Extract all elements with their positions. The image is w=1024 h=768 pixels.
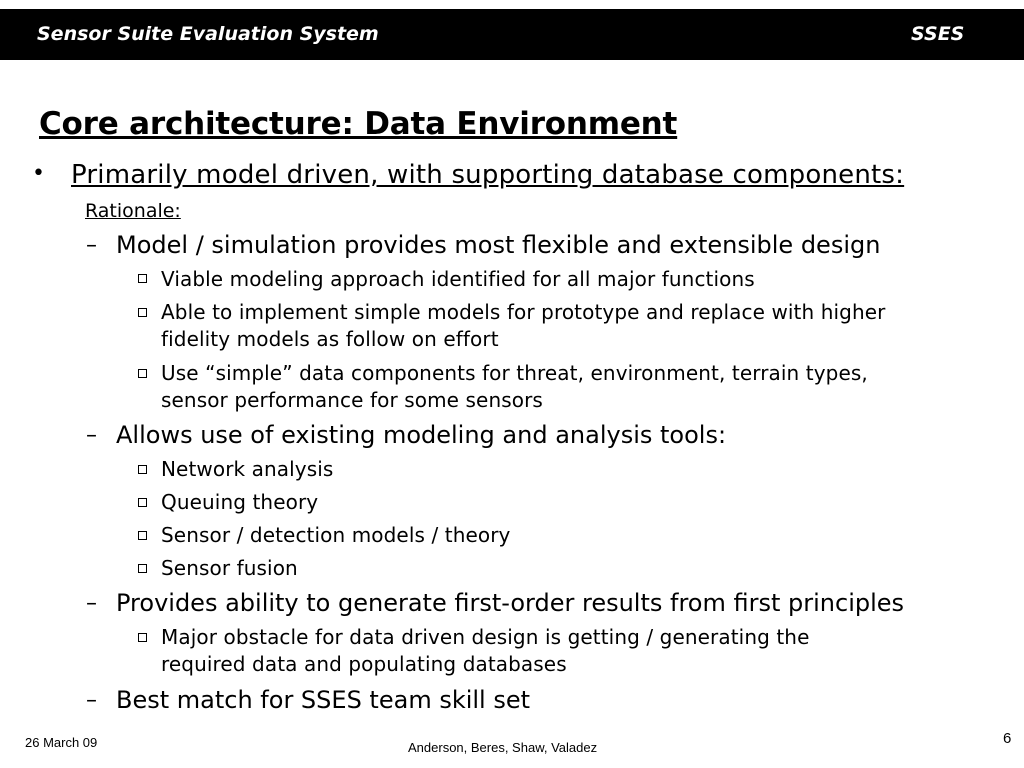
sub-item-text: Able to implement simple models for prototype and replace with higher (161, 300, 886, 324)
footer-date: 26 March 09 (25, 735, 98, 750)
dash-icon: – (86, 688, 97, 713)
header-abbreviation: SSES (911, 23, 965, 45)
checkbox-bullet-icon (138, 564, 147, 573)
dash-icon: – (86, 423, 97, 448)
sub-item-text-cont: required data and populating databases (161, 652, 567, 676)
checkbox-bullet-icon (138, 465, 147, 474)
checkbox-bullet-icon (138, 498, 147, 507)
dash-icon: – (86, 233, 97, 258)
header-title: Sensor Suite Evaluation System (37, 23, 379, 45)
footer-authors: Anderson, Beres, Shaw, Valadez (408, 740, 598, 755)
slide-title: Core architecture: Data Environment (39, 106, 678, 142)
checkbox-bullet-icon (138, 531, 147, 540)
checkbox-bullet-icon (138, 274, 147, 283)
sub-item-text: Network analysis (161, 457, 334, 481)
main-bullet-text: Primarily model driven, with supporting database components: (71, 160, 905, 190)
sub-item-text-cont: fidelity models as follow on effort (161, 327, 499, 351)
header-bar (0, 9, 1024, 60)
sub-item-text-cont: sensor performance for some sensors (161, 388, 543, 412)
checkbox-bullet-icon (138, 308, 147, 317)
dash-icon: – (86, 591, 97, 616)
checkbox-bullet-icon (138, 369, 147, 378)
list-item-text: Model / simulation provides most flexible and extensible design (116, 231, 881, 259)
page-number: 6 (1003, 730, 1012, 747)
sub-item-text: Major obstacle for data driven design is getting / generating the (161, 625, 810, 649)
list-item-text: Allows use of existing modeling and analysis tools: (116, 421, 727, 449)
checkbox-bullet-icon (138, 633, 147, 642)
list-item-text: Provides ability to generate first-order results from first principles (116, 589, 905, 617)
sub-item-text: Use “simple” data components for threat, environment, terrain types, (161, 361, 868, 385)
rationale-label: Rationale: (85, 200, 181, 222)
bullet-dot-icon: • (32, 161, 46, 186)
sub-item-text: Sensor / detection models / theory (161, 523, 511, 547)
sub-item-text: Queuing theory (161, 490, 319, 514)
list-item-text: Best match for SSES team skill set (116, 686, 531, 714)
sub-item-text: Sensor fusion (161, 556, 298, 580)
sub-item-text: Viable modeling approach identified for all major functions (161, 267, 755, 291)
